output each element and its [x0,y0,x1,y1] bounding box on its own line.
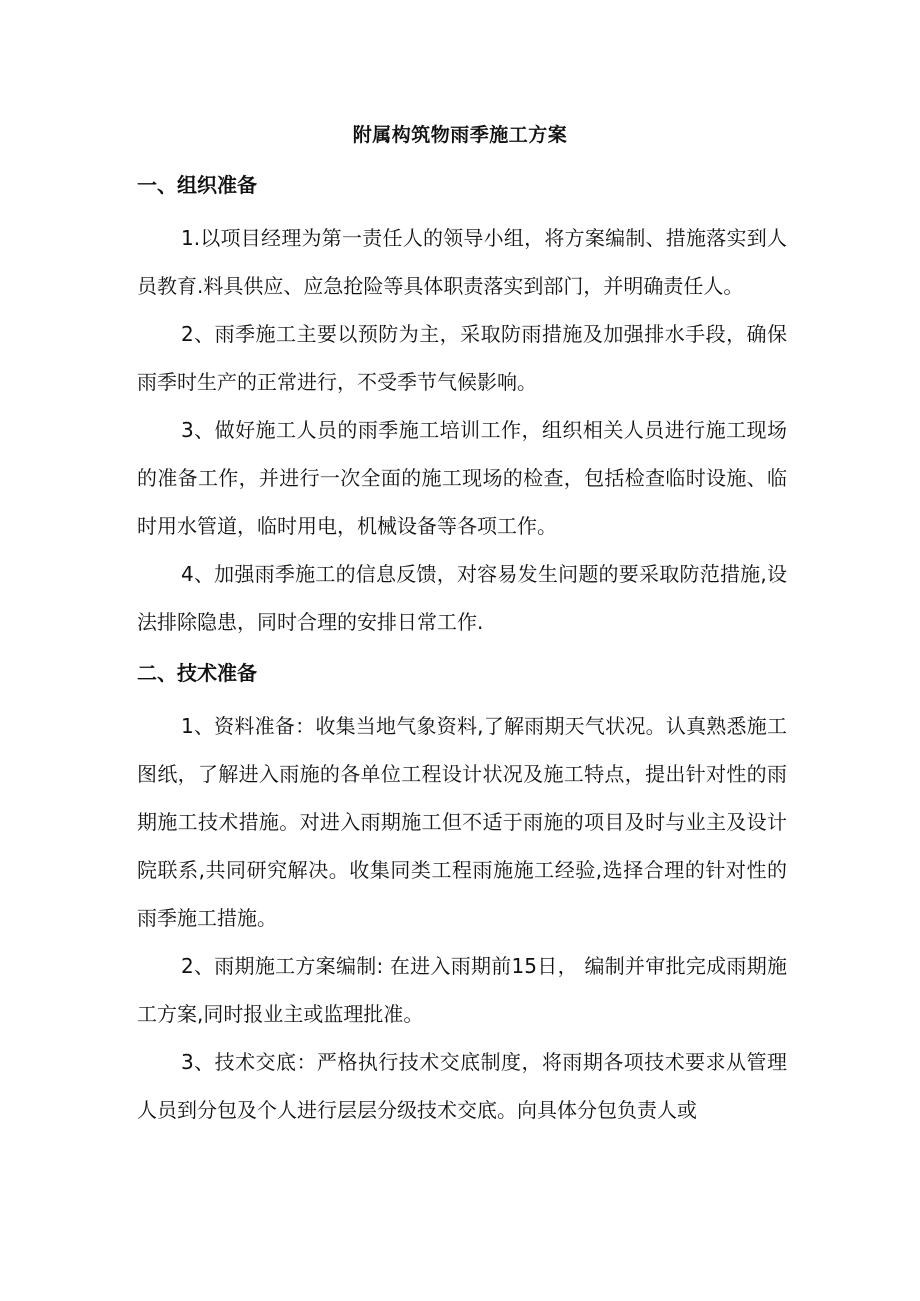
section-technical [137,656,787,1134]
section-heading: 二、技术准备 [137,661,257,685]
section-heading: 一、组织准备 [137,173,257,197]
paragraph: 4、加强雨季施工的信息反馈，对容易发生问题的要采取防范措施,设法排除隐患，同时合理的安排日常工作. [137,562,787,634]
paragraph: 3、做好施工人员的雨季施工培训工作，组织相关人员进行施工现场的准备工作，并进行一次全面的施工现场的检查，包括检查临时设施、临时用水管道，临时用电，机械设备等各项工作。 [137,418,787,538]
document-body [137,168,787,1134]
paragraph: 2、雨季施工主要以预防为主，采取防雨措施及加强排水手段，确保雨季时生产的正常进行，不受季节气候影响。 [137,322,787,394]
document-title: 附属构筑物雨季施工方案 [352,124,568,146]
paragraph: 1.以项目经理为第一责任人的领导小组，将方案编制、措施落实到人员教育.料具供应、应急抢险等具体职责落实到部门，并明确责任人。 [137,226,787,298]
paragraph: 1、资料准备：收集当地气象资料,了解雨期天气状况。认真熟悉施工图纸，了解进入雨施的各单位工程设计状况及施工特点，提出针对性的雨期施工技术措施。对进入雨期施工但不适于雨施的项目及时与业主及设计院联系,共同研究解决。收集同类工程雨施施工经验,选择合理的针对性的雨季施工措施。 [137,714,787,930]
section-organization [137,168,787,646]
paragraph: 3、技术交底：严格执行技术交底制度，将雨期各项技术要求从管理人员到分包及个人进行层层分级技术交底。向具体分包负责人或 [137,1050,787,1122]
paragraph: 2、雨期施工方案编制: 在进入雨期前15日， 编制并审批完成雨期施工方案,同时报业主或监理批准。 [137,954,787,1026]
